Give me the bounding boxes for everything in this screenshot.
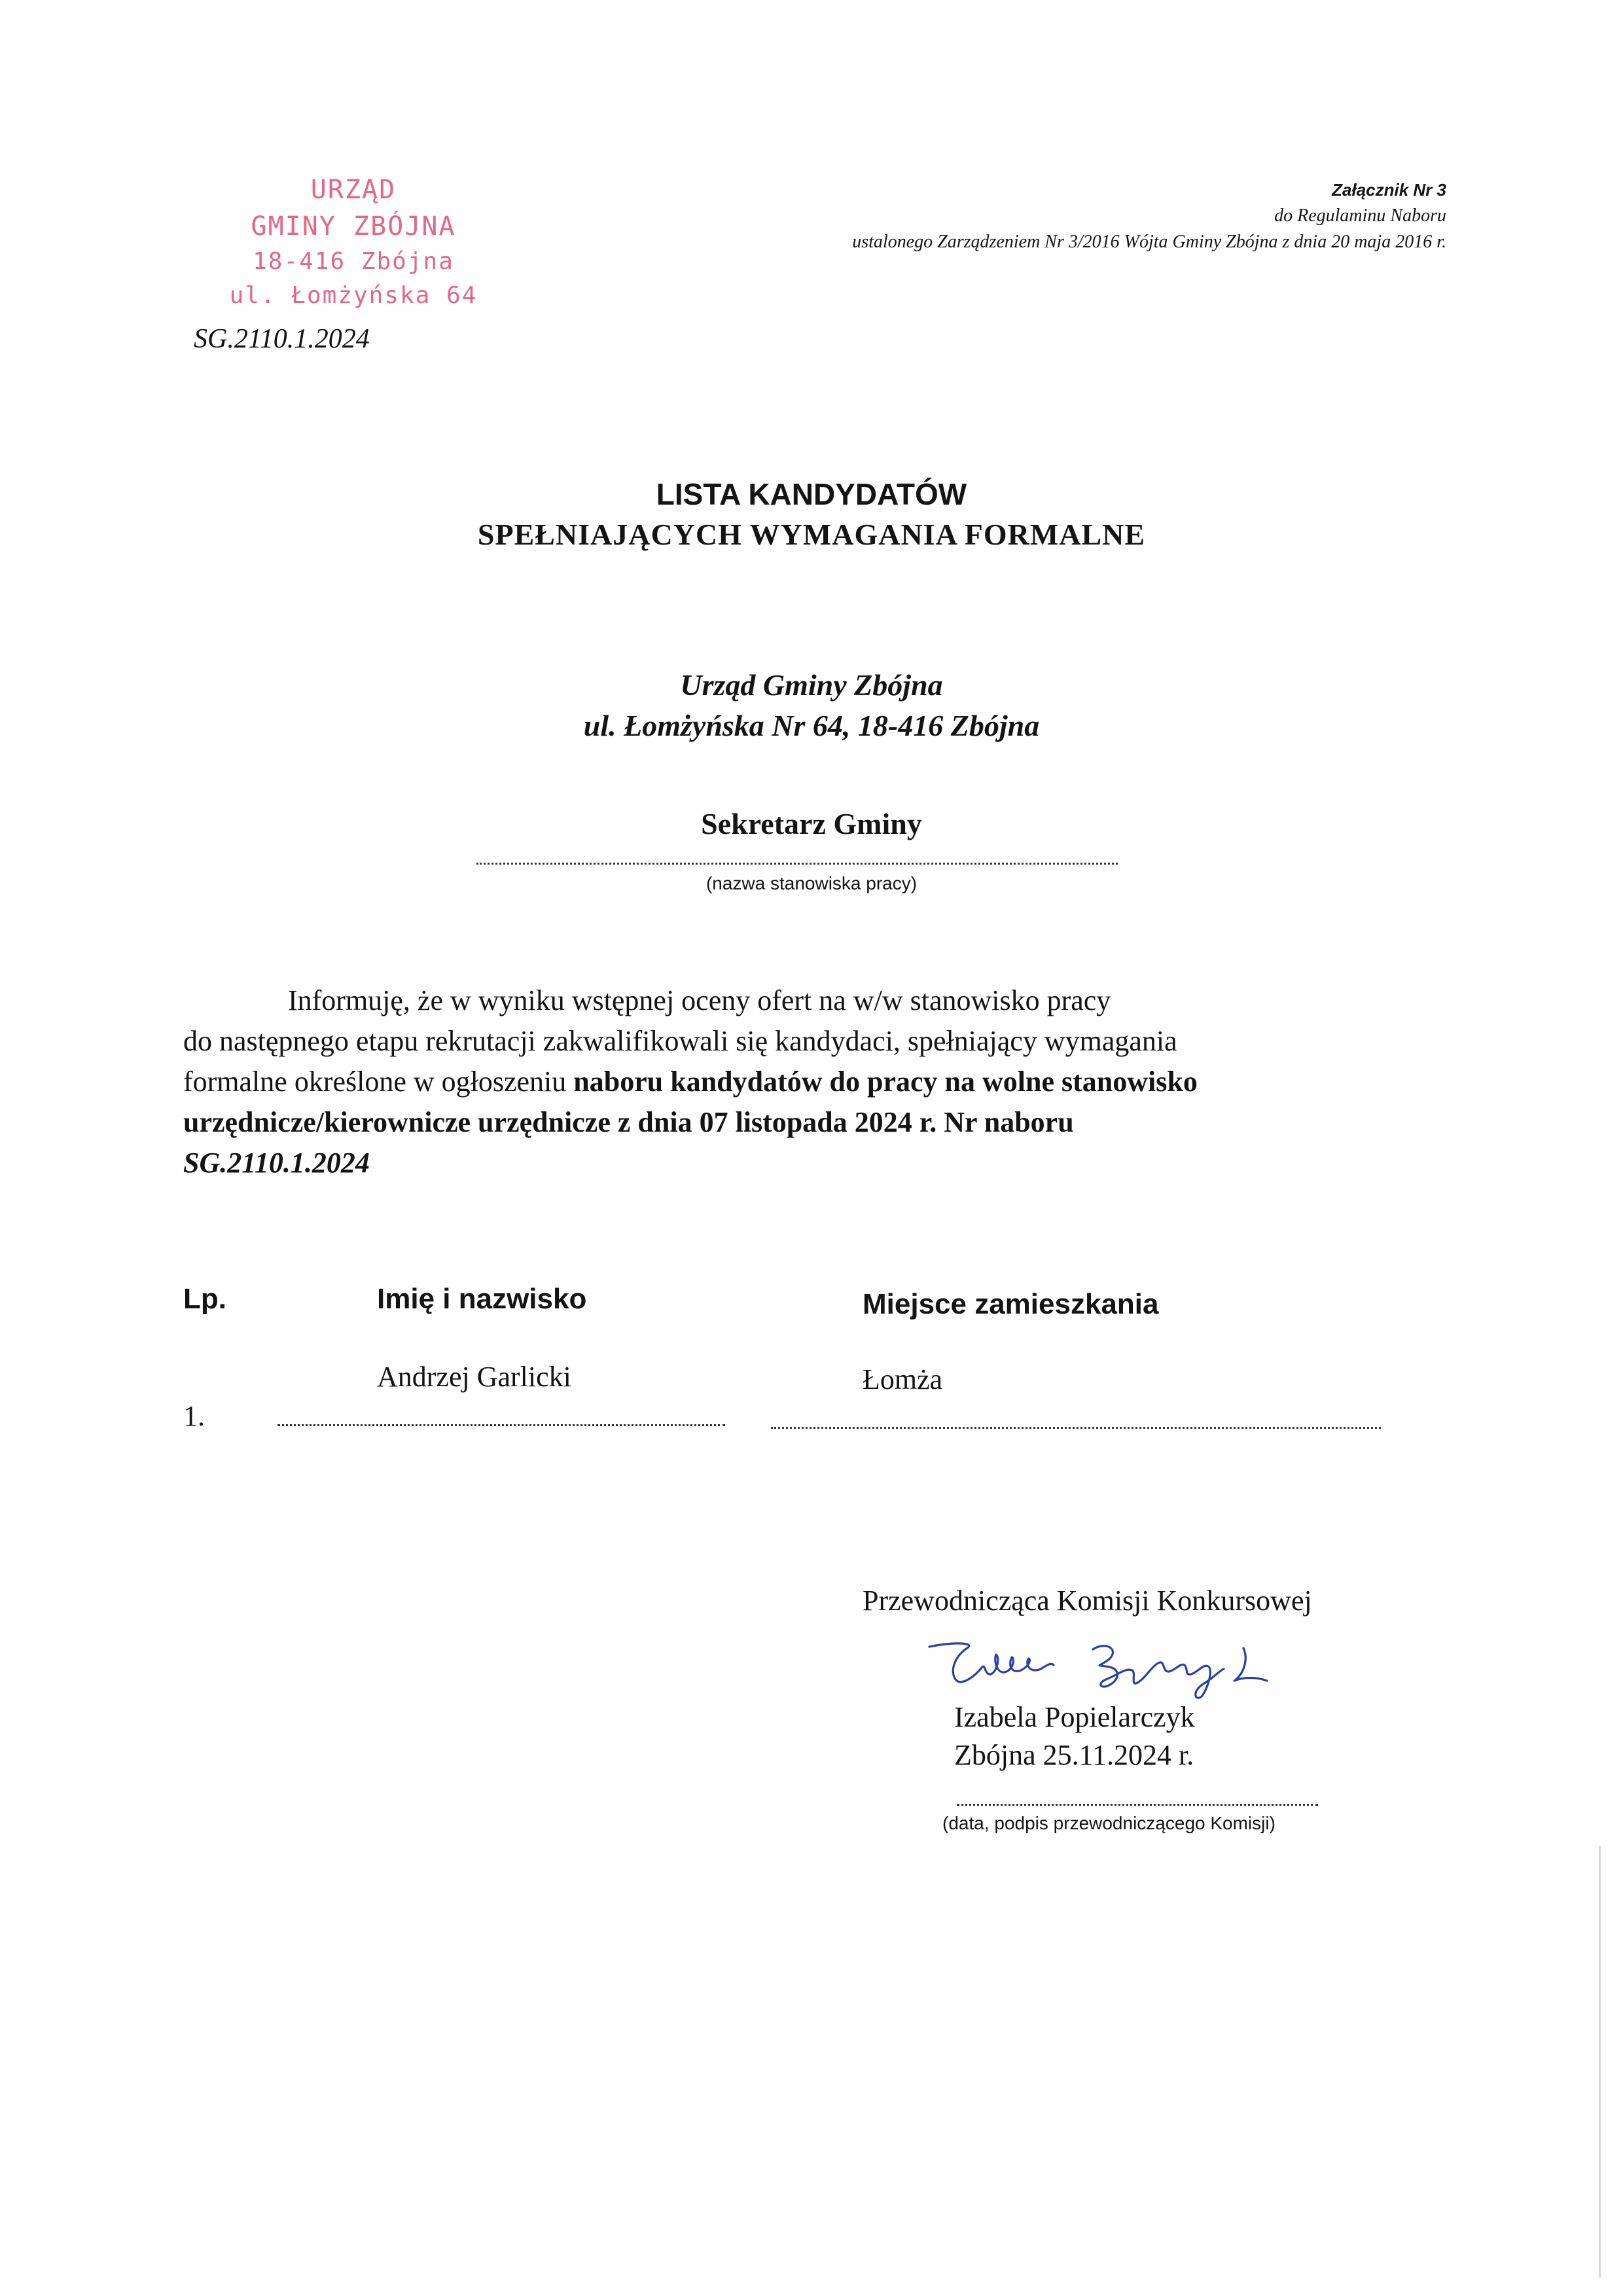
committee-chair-role: Przewodnicząca Komisji Konkursowej <box>863 1585 1312 1617</box>
header-lp: Lp. <box>183 1283 226 1315</box>
position-name: Sekretarz Gminy <box>701 807 922 840</box>
paragraph-line-5 <box>183 1143 1387 1183</box>
stamp-line-2: GMINY ZBÓJNA <box>251 211 456 242</box>
candidate-name: Andrzej Garlicki <box>377 1361 571 1393</box>
stamp-line-1: URZĄD <box>310 175 397 205</box>
name-dotted-line <box>277 1424 725 1426</box>
paragraph-line-4-bold: urzędnicze/kierownicze urzędnicze z dnia 07 listopada 2024 r. Nr naboru <box>183 1106 1074 1138</box>
signer-name: Izabela Popielarczyk <box>954 1701 1195 1733</box>
place-dotted-line <box>771 1427 1381 1429</box>
signature-date: Zbójna 25.11.2024 r. <box>954 1739 1194 1771</box>
signature-caption: (data, podpis przewodniczącego Komisji) <box>942 1813 1275 1833</box>
header-place: Miejsce zamieszkania <box>863 1288 1159 1320</box>
paragraph-line-4 <box>183 1102 1387 1143</box>
paragraph-line-1: Informuję, że w wyniku wstępnej oceny ofert na w/w stanowisko pracy <box>288 984 1111 1016</box>
position-dotted-line <box>476 863 1118 865</box>
paragraph-line-5-bold: SG.2110.1.2024 <box>183 1147 370 1179</box>
annex-header <box>852 177 1446 255</box>
paragraph-line-3 <box>183 1062 1387 1102</box>
document-subtitle: SPEŁNIAJĄCYCH WYMAGANIA FORMALNE <box>477 518 1146 551</box>
office-stamp <box>190 171 517 313</box>
annex-title: Załącznik Nr 3 <box>1332 180 1446 200</box>
info-paragraph <box>183 980 1387 1183</box>
scan-edge-line <box>1599 1846 1601 2278</box>
office-address: ul. Łomżyńska Nr 64, 18-416 Zbójna <box>583 709 1040 742</box>
stamp-line-4: ul. Łomżyńska 64 <box>229 282 478 309</box>
signature-dotted-line <box>957 1804 1318 1806</box>
paragraph-line-3-bold: naboru kandydatów do pracy na wolne stanowisko <box>573 1066 1198 1098</box>
paragraph-line-3-plain: formalne określone w ogłoszeniu <box>183 1066 574 1098</box>
position-caption: (nazwa stanowiska pracy) <box>705 873 918 893</box>
document-title: LISTA KANDYDATÓW <box>656 477 967 511</box>
annex-line-2: do Regulaminu Naboru <box>1274 206 1446 226</box>
candidate-lp: 1. <box>183 1400 205 1432</box>
header-name: Imię i nazwisko <box>377 1283 587 1315</box>
handwritten-signature <box>916 1628 1309 1700</box>
candidate-place: Łomża <box>863 1363 943 1395</box>
paragraph-line-2: do następnego etapu rekrutacji zakwalifikowali się kandydaci, spełniający wymagania <box>183 1025 1177 1057</box>
annex-line-3: ustalonego Zarządzeniem Nr 3/2016 Wójta Gminy Zbójna z dnia 20 maja 2016 r. <box>852 232 1446 252</box>
office-name: Urząd Gminy Zbójna <box>680 668 943 702</box>
stamp-line-3: 18-416 Zbójna <box>253 248 454 275</box>
reference-number: SG.2110.1.2024 <box>194 324 370 354</box>
